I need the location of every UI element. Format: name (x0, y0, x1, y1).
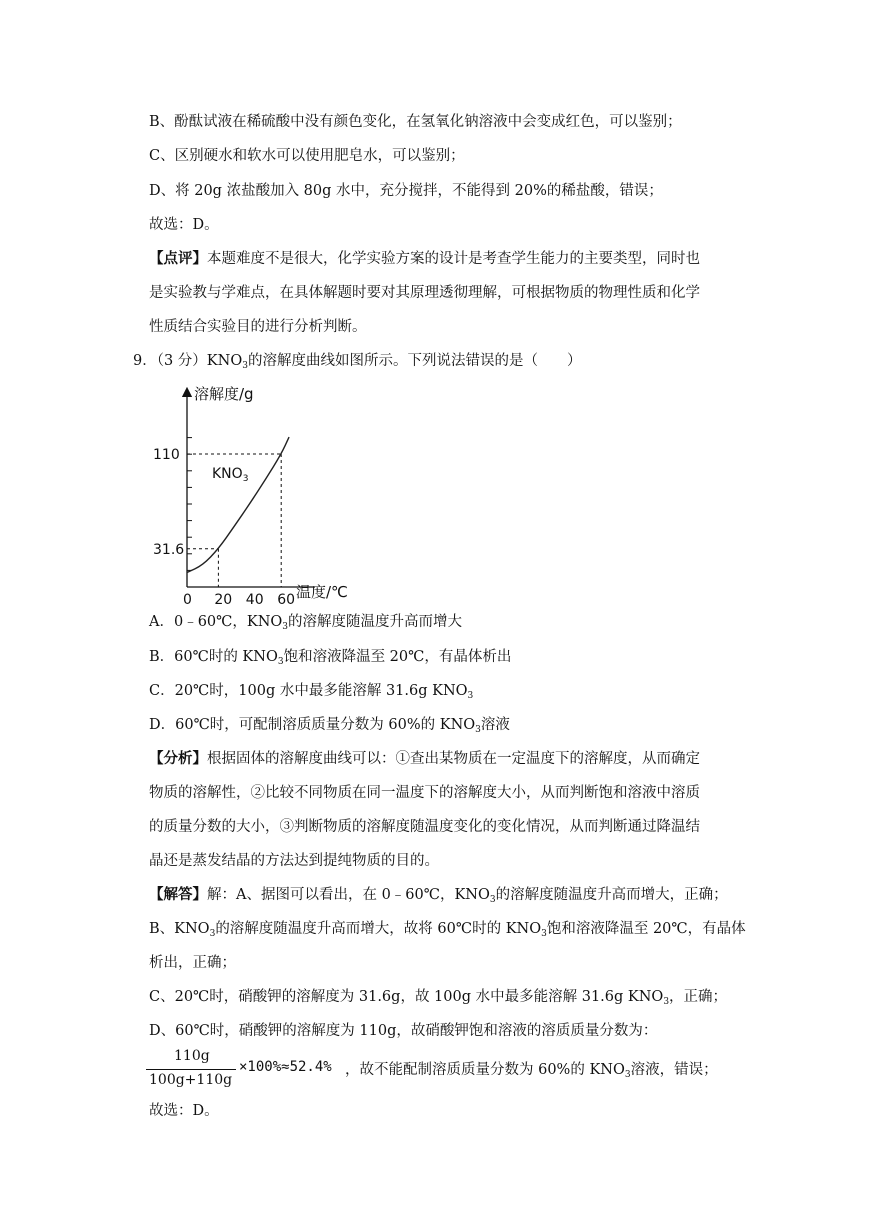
option-d: D．60℃时，可配制溶质质量分数为 60%的 $KNO_3$溶液 (149, 717, 510, 735)
formula-denominator: 100g+110g (149, 1072, 233, 1088)
y-tick-label: 31.6 (153, 541, 185, 558)
option-c: C．20℃时，100g 水中最多能溶解 31.6g $KNO_3$ (149, 683, 474, 701)
curve-label-subscript: 3 (242, 474, 249, 484)
fraction-bar (146, 1069, 236, 1070)
analysis-line-1: 【分析】根据固体的溶解度曲线可以：①查出某物质在一定温度下的溶解度，从而确定 (149, 750, 700, 767)
x-axis-label: 温度/℃ (296, 583, 348, 601)
question-9-title: 9．（3 分）$KNO_3$的溶解度曲线如图所示。下列说法错误的是（ ） (133, 353, 582, 371)
x-tick-label: 20 (214, 592, 233, 608)
comment-line-2: 是实验教与学难点，在具体解题时要对其原理透彻理解，可根据物质的物理性质和化学 (149, 285, 700, 301)
kno3-curve (187, 437, 289, 572)
answer-line-d1: D、60℃时，硝酸钾的溶解度为 110g，故硝酸钾饱和溶液的溶质质量分数为： (149, 1023, 658, 1039)
comment-line-3: 性质结合实验目的进行分析判断。 (149, 319, 367, 335)
option-c-explanation: C、区别硬水和软水可以使用肥皂水，可以鉴别； (149, 148, 465, 164)
x-tick-labels (183, 592, 295, 608)
x-tick-label: 60 (277, 592, 296, 608)
option-d-explanation: D、将 20g 浓盐酸加入 80g 水中，充分搅拌，不能得到 20%的稀盐酸，错误； (149, 183, 663, 199)
analysis-line-4: 晶还是蒸发结晶的方法达到提纯物质的目的。 (149, 853, 439, 869)
option-a: A．0﹣60℃，$KNO_3$的溶解度随温度升高而增大 (149, 614, 463, 632)
analysis-line-2: 物质的溶解性，②比较不同物质在同一温度下的溶解度大小，从而判断饱和溶液中溶质 (149, 785, 700, 801)
formula-result: ×100%≈52.4% (239, 1059, 332, 1075)
option-b: B．60℃时的 $KNO_3$饱和溶液降温至 20℃，有晶体析出 (149, 649, 512, 667)
kno3-solubility-chart (150, 378, 360, 608)
y-tick-labels (153, 447, 184, 558)
curve-label: $KNO_3$ (212, 466, 249, 484)
y-minor-ticks (187, 438, 192, 571)
answer-tag: 【解答】 (149, 886, 207, 903)
answer-line-d2: ，故不能配制溶质质量分数为 60%的 $KNO_3$溶液，错误； (345, 1062, 718, 1080)
analysis-tag: 【分析】 (149, 750, 207, 767)
answer-line-b2: 析出，正确； (149, 955, 236, 971)
formula-numerator: 110g (174, 1048, 210, 1064)
x-tick-label: 40 (245, 592, 264, 608)
comment-tag: 【点评】 (149, 250, 207, 267)
answer-choice-9: 故选：D。 (149, 1103, 219, 1119)
y-axis-label: 溶解度/g (194, 385, 254, 403)
x-tick-label: 0 (183, 592, 192, 608)
answer-line-c: C、20℃时，硝酸钾的溶解度为 31.6g，故 100g 水中最多能溶解 31.6g $KNO_3$，正确； (149, 989, 728, 1007)
answer-line-b1: B、$KNO_3$的溶解度随温度升高而增大，故将 60℃时的 $KNO_3$饱和溶液降温至 20℃，有晶体 (149, 921, 746, 939)
option-b-explanation: B、酚酞试液在稀硫酸中没有颜色变化，在氢氧化钠溶液中会变成红色，可以鉴别； (149, 114, 682, 130)
answer-choice-8: 故选：D。 (149, 217, 219, 233)
comment-line-1: 【点评】本题难度不是很大，化学实验方案的设计是考查学生能力的主要类型，同时也 (149, 250, 700, 267)
analysis-line-3: 的质量分数的大小，③判断物质的溶解度随温度变化的变化情况，从而判断通过降温结 (149, 819, 700, 835)
answer-line-a: 【解答】解：A、据图可以看出，在 0﹣60℃，$KNO_3$的溶解度随温度升高而增大，正确； (149, 886, 728, 905)
y-tick-label: 110 (153, 447, 180, 463)
